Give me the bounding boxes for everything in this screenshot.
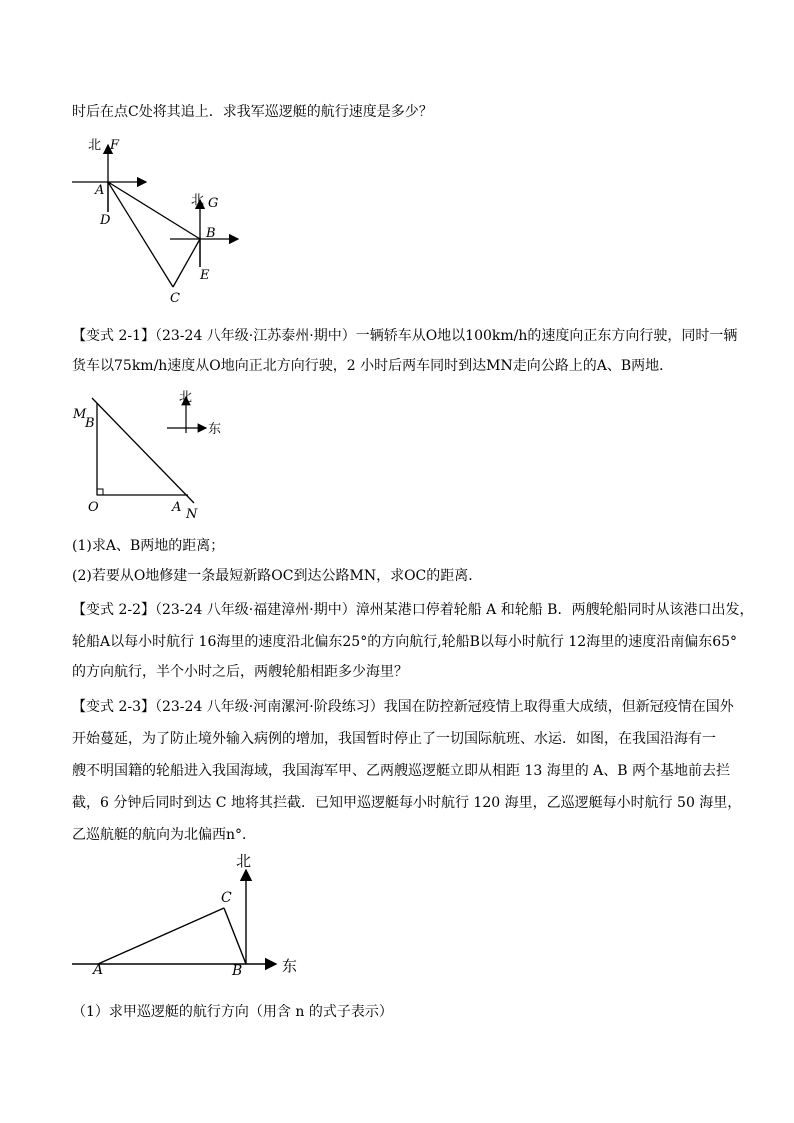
label-east: 东 [282, 957, 298, 975]
label-n: N [186, 507, 198, 520]
text-variant-2-3-line5: 乙巡航艇的航向为北偏西n°． [72, 827, 257, 843]
segment-ac [108, 182, 173, 287]
figure-interception [66, 846, 316, 986]
label-e: E [200, 268, 210, 283]
text-variant-2-2-line1: 【变式 2-2】（23-24 八年级·福建漳州·期中）漳州某港口停着轮船 A 和轮船 B．两艘轮船同时从该港口出发， [72, 602, 754, 618]
text-variant-2-3-line1: 【变式 2-3】（23-24 八年级·河南漯河·阶段练习）我国在防控新冠疫情上取得重大成绩，但新冠疫情在国外 [72, 699, 734, 715]
label-o: O [88, 500, 99, 515]
label-compass-north: 北 [179, 390, 193, 405]
label-north-2: 北 [191, 193, 205, 208]
label-a: A [95, 183, 105, 198]
label-b: B [85, 416, 95, 431]
label-a: A [172, 500, 182, 515]
segment-ab [108, 182, 200, 239]
label-b: B [206, 226, 216, 241]
segment-bc [173, 239, 200, 287]
label-north: 北 [236, 852, 252, 870]
label-b: B [232, 963, 243, 979]
text-variant-2-1-line2: 货车以75km/h速度从O地向正北方向行驶，2 小时后两车同时到达MN走向公路上的A、B两地． [72, 358, 674, 374]
text-variant-2-1-line1: 【变式 2-1】（23-24 八年级·江苏泰州·期中）一辆轿车从O地以100km/h的速度向正东方向行驶，同时一辆 [72, 328, 738, 344]
label-a: A [93, 962, 104, 978]
label-d: D [100, 213, 111, 228]
text-variant-2-2-line2: 轮船A以每小时航行 16海里的速度沿北偏东25°的方向航行,轮船B以每小时航行 12海里的速度沿南偏东65° [72, 634, 738, 650]
text-line-pursuit-question: 时后在点C处将其追上．求我军巡逻艇的航行速度是多少？ [72, 104, 433, 120]
text-question-1: (1)求A、B两地的距离； [72, 538, 225, 554]
segment-mn [92, 398, 194, 503]
text-variant-2-3-line2: 开始蔓延，为了防止境外输入病例的增加，我国暂时停止了一切国际航班、水运．如图，在我国沿海有一 [72, 731, 716, 747]
label-north-1: 北 [88, 138, 102, 153]
text-question-3: （1）求甲巡逻艇的航行方向（用含 n 的式子表示） [72, 1004, 393, 1020]
text-variant-2-3-line4: 截，6 分钟后同时到达 C 地将其拦截．已知甲巡逻艇每小时航行 120 海里，乙巡逻艇每小时航行 50 海里， [72, 795, 742, 811]
text-question-2: (2)若要从O地修建一条最短新路OC到达公路MN，求OC的距离． [72, 568, 483, 584]
figure-patrol-pursuit [60, 132, 260, 310]
right-angle-mark [97, 489, 103, 495]
figure-cars-road [68, 385, 238, 520]
label-c: C [221, 890, 232, 906]
label-f: F [110, 138, 120, 153]
text-variant-2-3-line3: 艘不明国籍的轮船进入我国海域，我国海军甲、乙两艘巡逻艇立即从相距 13 海里的 A、B 两个基地前去拦 [72, 763, 731, 779]
label-m: M [73, 407, 87, 422]
segment-cb [224, 908, 246, 964]
segment-ac [98, 908, 224, 964]
label-g: G [208, 196, 219, 211]
text-variant-2-2-line3: 的方向航行，半个小时之后，两艘轮船相距多少海里？ [72, 664, 408, 680]
label-c: C [170, 291, 180, 306]
label-compass-east: 东 [208, 422, 222, 437]
